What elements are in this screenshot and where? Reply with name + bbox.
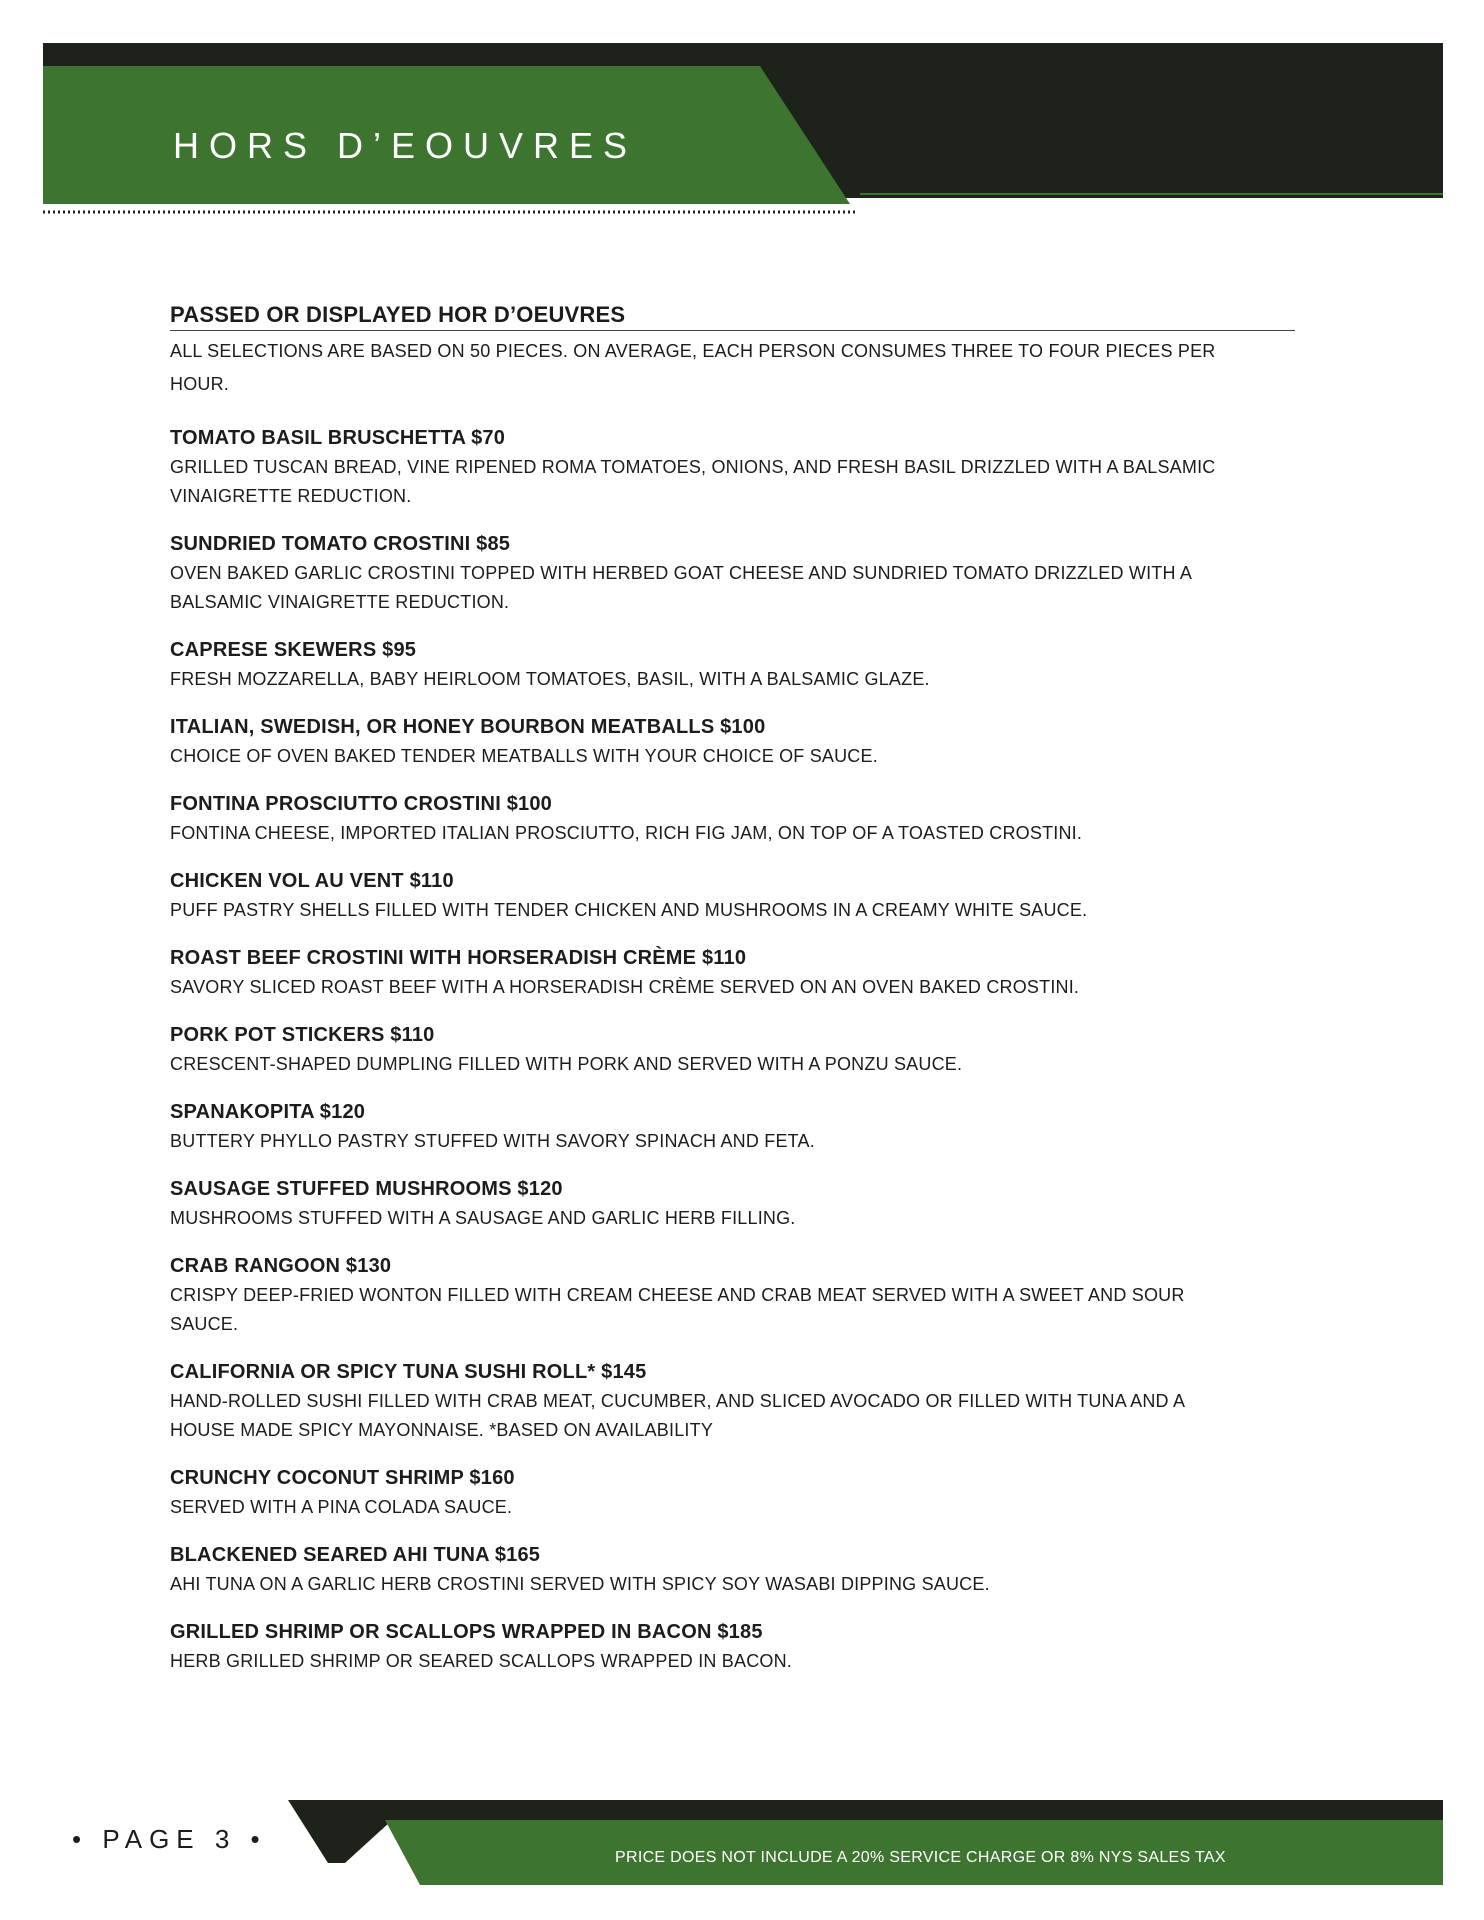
menu-item (170, 1619, 1295, 1676)
menu-item (170, 791, 1295, 848)
item-description: BUTTERY PHYLLO PASTRY STUFFED WITH SAVORY SPINACH AND FETA. (170, 1131, 815, 1151)
menu-item (170, 714, 1295, 771)
menu-item (170, 868, 1295, 925)
menu-item (170, 945, 1295, 1002)
item-name: SAUSAGE STUFFED MUSHROOMS $120 (170, 1178, 563, 1200)
menu-item (170, 1542, 1295, 1599)
header-band (0, 0, 1484, 230)
menu-item (170, 425, 1295, 511)
menu-item (170, 1359, 1295, 1445)
item-name: ROAST BEEF CROSTINI WITH HORSERADISH CRÈME $110 (170, 947, 747, 969)
item-name: CAPRESE SKEWERS $95 (170, 639, 417, 661)
item-description: PUFF PASTRY SHELLS FILLED WITH TENDER CHICKEN AND MUSHROOMS IN A CREAMY WHITE SAUCE. (170, 900, 1088, 920)
item-description: SERVED WITH A PINA COLADA SAUCE. (170, 1497, 513, 1517)
menu-item (170, 1176, 1295, 1233)
item-description: MUSHROOMS STUFFED WITH A SAUSAGE AND GARLIC HERB FILLING. (170, 1208, 796, 1228)
item-name: SPANAKOPITA $120 (170, 1101, 366, 1123)
item-name: FONTINA PROSCIUTTO CROSTINI $100 (170, 793, 553, 815)
item-name: TOMATO BASIL BRUSCHETTA $70 (170, 427, 506, 449)
item-description: HERB GRILLED SHRIMP OR SEARED SCALLOPS WRAPPED IN BACON. (170, 1651, 793, 1671)
item-description: CRESCENT-SHAPED DUMPLING FILLED WITH PORK AND SERVED WITH A PONZU SAUCE. (170, 1054, 963, 1074)
item-description: AHI TUNA ON A GARLIC HERB CROSTINI SERVED WITH SPICY SOY WASABI DIPPING SAUCE. (170, 1574, 990, 1594)
menu-item (170, 637, 1295, 694)
section-heading: PASSED OR DISPLAYED HOR D’OEUVRES (170, 302, 1295, 331)
item-name: CRAB RANGOON $130 (170, 1255, 392, 1277)
footer-note: PRICE DOES NOT INCLUDE A 20% SERVICE CHARGE OR 8% NYS SALES TAX (615, 1849, 1226, 1866)
item-name: BLACKENED SEARED AHI TUNA $165 (170, 1544, 541, 1566)
page-number: • PAGE 3 • (72, 1824, 267, 1854)
menu-item (170, 1099, 1295, 1156)
item-description: HAND-ROLLED SUSHI FILLED WITH CRAB MEAT, CUCUMBER, AND SLICED AVOCADO OR FILLED WITH TUNA AND A HOUSE MADE SPICY MAYONNAISE. *BASED ON AVAILABILITY (170, 1391, 1185, 1440)
item-description: FRESH MOZZARELLA, BABY HEIRLOOM TOMATOES, BASIL, WITH A BALSAMIC GLAZE. (170, 669, 930, 689)
item-description: OVEN BAKED GARLIC CROSTINI TOPPED WITH HERBED GOAT CHEESE AND SUNDRIED TOMATO DRIZZLED WITH A BALSAMIC VINAIGRETTE REDUCTION. (170, 563, 1192, 612)
page-title: HORS D’EOUVRES (173, 125, 638, 166)
menu-item (170, 531, 1295, 617)
item-name: CHICKEN VOL AU VENT $110 (170, 870, 454, 892)
menu-item (170, 1465, 1295, 1522)
menu-item (170, 1253, 1295, 1339)
menu-item (170, 1022, 1295, 1079)
item-name: GRILLED SHRIMP OR SCALLOPS WRAPPED IN BACON $185 (170, 1621, 763, 1643)
item-name: ITALIAN, SWEDISH, OR HONEY BOURBON MEATBALLS $100 (170, 716, 766, 738)
item-name: SUNDRIED TOMATO CROSTINI $85 (170, 533, 511, 555)
menu-content (170, 302, 1295, 1696)
menu-items (170, 425, 1295, 1676)
item-description: CHOICE OF OVEN BAKED TENDER MEATBALLS WITH YOUR CHOICE OF SAUCE. (170, 746, 878, 766)
item-description: FONTINA CHEESE, IMPORTED ITALIAN PROSCIUTTO, RICH FIG JAM, ON TOP OF A TOASTED CROSTINI. (170, 823, 1083, 843)
item-description: SAVORY SLICED ROAST BEEF WITH A HORSERADISH CRÈME SERVED ON AN OVEN BAKED CROSTINI. (170, 977, 1080, 997)
item-name: CALIFORNIA OR SPICY TUNA SUSHI ROLL* $145 (170, 1361, 647, 1383)
item-name: PORK POT STICKERS $110 (170, 1024, 435, 1046)
item-description: CRISPY DEEP-FRIED WONTON FILLED WITH CREAM CHEESE AND CRAB MEAT SERVED WITH A SWEET AND SOUR SAUCE. (170, 1285, 1185, 1334)
section-intro: ALL SELECTIONS ARE BASED ON 50 PIECES. ON AVERAGE, EACH PERSON CONSUMES THREE TO FOUR PIECES PER HOUR. (170, 341, 1216, 394)
item-name: CRUNCHY COCONUT SHRIMP $160 (170, 1467, 515, 1489)
item-description: GRILLED TUSCAN BREAD, VINE RIPENED ROMA TOMATOES, ONIONS, AND FRESH BASIL DRIZZLED WITH A BALSAMIC VINAIGRETTE REDUCTION. (170, 457, 1216, 506)
